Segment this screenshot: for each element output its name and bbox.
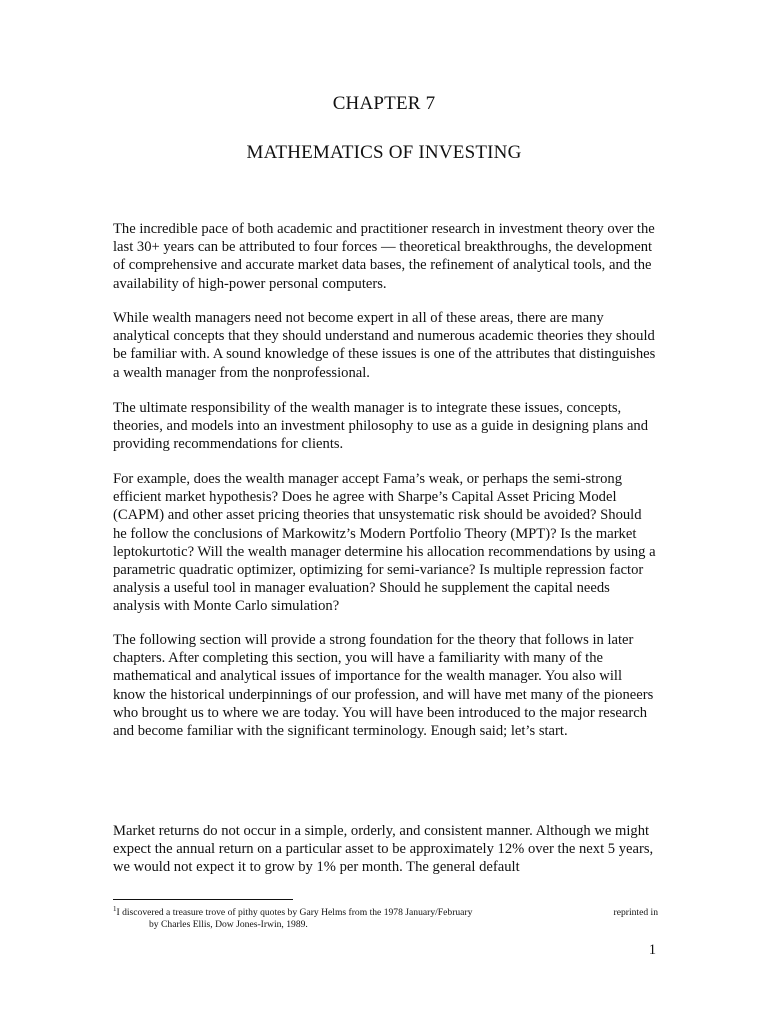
paragraph-foundation: The following section will provide a strong foundation for the theory that follows in later chapters. After completing this section, you will have a familiarity with many of the mathematical and analytical issues of importance for the wealth manager. You also will know the historical underpinnings of our profession, and will have met many of the pioneers who brought us to where we are today. You will have been introduced to the major research and become familiar with the significant terminology. Enough said; let’s start. (113, 632, 654, 740)
footnote-line-2: by Charles Ellis, Dow Jones-Irwin, 1989. (149, 918, 308, 930)
footnote-text-left (113, 904, 473, 919)
chapter-label: CHAPTER 7 (332, 93, 436, 114)
paragraph-example-questions: For example, does the wealth manager accept Fama’s weak, or perhaps the semi-strong efficient market hypothesis? Does he agree with Sharpe’s Capital Asset Pricing Model (CAPM) and other asset pricing theories that unsystematic risk should be avoided? Should he follow the conclusions of Markowitz’s Modern Portfolio Theory (MPT)? Is the market leptokurtotic? Will the wealth manager determine his allocation recommendations by using a parametric quadratic optimizer, optimizing for semi-variance? Is multiple repression factor analysis a useful tool in manager evaluation? Should he supplement the capital needs analysis with Monte Carlo simulation? (113, 471, 656, 615)
paragraph-intro: The incredible pace of both academic and practitioner research in investment theory over the last 30+ years can be attributed to four forces — theoretical breakthroughs, the development of comprehensive and accurate market data bases, the refinement of analytical tools, and the availability of high-power personal computers. (113, 221, 655, 292)
paragraph-market-returns: Market returns do not occur in a simple, orderly, and consistent manner. Although we might expect the annual return on a particular asset to be approximately 12% over the next 5 years, we would not expect it to grow by 1% per month. The general default (113, 823, 654, 876)
paragraph-wealth-managers: While wealth managers need not become expert in all of these areas, there are many analytical concepts that they should understand and numerous academic theories they should be familiar with. A sound knowledge of these issues is one of the attributes that distinguishes a wealth manager from the nonprofessional. (113, 310, 656, 381)
footnote-text: I discovered a treasure trove of pithy quotes by Gary Helms from the 1978 January/February (116, 907, 473, 918)
footnote-divider (113, 899, 293, 900)
page-number: 1 (648, 942, 656, 958)
footnote-text-right: reprinted in (613, 907, 658, 918)
footnote-marker: 1 (113, 904, 117, 913)
footnote (113, 904, 658, 930)
chapter-title: MATHEMATICS OF INVESTING (246, 142, 522, 163)
paragraph-responsibility: The ultimate responsibility of the wealth manager is to integrate these issues, concepts, theories, and models into an investment philosophy to use as a guide in designing plans and providing recommendations for clients. (113, 400, 649, 453)
footnote-line-1 (113, 904, 658, 919)
